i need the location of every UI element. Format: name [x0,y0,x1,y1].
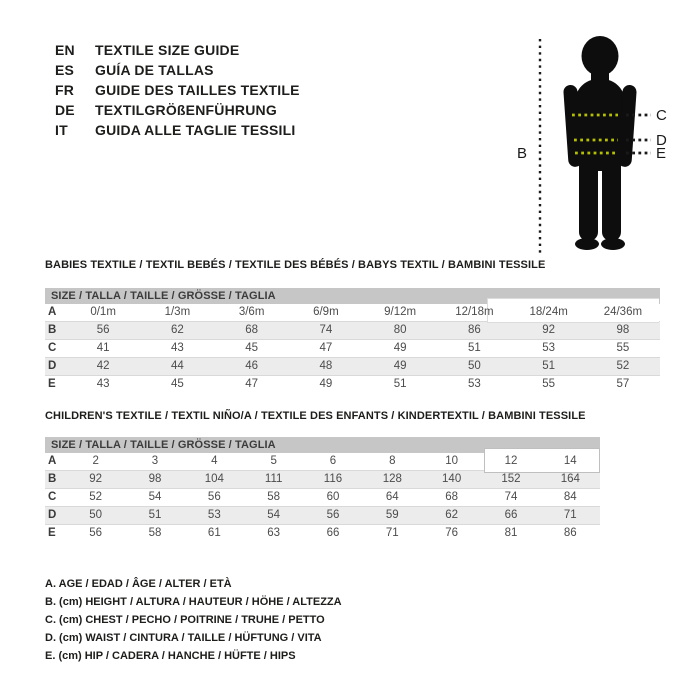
table-cell: 24/36m [603,306,643,318]
table-cell: 74 [504,491,518,503]
height-label: B [517,145,528,162]
row-label: B [48,324,57,336]
table-cell: 116 [323,473,343,485]
table-cell: 62 [170,324,184,336]
table-cell: 54 [148,491,162,503]
row-label: C [48,342,57,354]
row-label: A [48,455,57,467]
language-label: GUÍA DE TALLAS [95,62,214,78]
table-cell: 54 [267,509,281,521]
table-cell: 49 [319,378,333,390]
table-cell: 64 [385,491,399,503]
table-cell: 8 [389,455,396,467]
table-cell: 86 [467,324,481,336]
table-cell: 52 [89,491,103,503]
babies-table-rows [45,304,660,394]
table-cell: 63 [267,527,281,539]
table-cell: 56 [96,324,110,336]
table-cell: 42 [96,360,110,372]
table-cell: 68 [245,324,259,336]
table-cell: 51 [542,360,556,372]
language-row-es [55,60,300,80]
table-row-A [45,304,660,322]
language-label: GUIDE DES TAILLES TEXTILE [95,82,300,98]
children-size-table [45,437,600,543]
waist-label: D [656,132,667,149]
table-cell: 4 [211,455,218,467]
table-cell: 53 [467,378,481,390]
row-label: E [48,378,56,390]
row-label: C [48,491,57,503]
table-row-E [45,376,660,394]
table-cell: 14 [563,455,577,467]
table-cell: 18/24m [529,306,568,318]
table-cell: 55 [542,378,556,390]
table-cell: 57 [616,378,630,390]
table-cell: 98 [616,324,630,336]
babies-size-table [45,288,660,394]
table-cell: 59 [385,509,399,521]
table-cell: 164 [560,473,580,485]
table-cell: 111 [264,473,283,485]
table-cell: 58 [267,491,281,503]
silhouette-body [563,36,637,250]
table-cell: 68 [445,491,459,503]
table-cell: 46 [245,360,259,372]
table-cell: 9/12m [384,306,417,318]
table-cell: 5 [270,455,277,467]
table-cell: 62 [445,509,459,521]
language-row-de [55,100,300,120]
table-cell: 12/18m [455,306,494,318]
language-row-it [55,120,300,140]
table-cell: 61 [207,527,221,539]
table-cell: 56 [89,527,103,539]
table-cell: 55 [616,342,630,354]
table-cell: 1/3m [164,306,191,318]
table-cell: 92 [542,324,556,336]
table-cell: 92 [89,473,103,485]
table-cell: 3/6m [238,306,265,318]
child-silhouette-icon [505,25,695,260]
table-cell: 128 [382,473,402,485]
language-list [55,40,300,140]
table-cell: 81 [504,527,518,539]
chest-label: C [656,107,667,124]
table-cell: 71 [563,509,577,521]
table-cell: 2 [92,455,99,467]
table-cell: 50 [89,509,103,521]
legend-height: B. (cm) HEIGHT / ALTURA / HAUTEUR / HÖHE / ALTEZZA [45,596,342,608]
table-cell: 56 [326,509,340,521]
table-cell: 98 [148,473,162,485]
table-row-D [45,358,660,376]
language-row-en [55,40,300,60]
legend-chest: C. (cm) CHEST / PECHO / POITRINE / TRUHE / PETTO [45,614,325,626]
language-label: GUIDA ALLE TAGLIE TESSILI [95,122,296,138]
table-cell: 12 [504,455,518,467]
table-cell: 43 [170,342,184,354]
table-row-A [45,453,600,471]
legend-waist: D. (cm) WAIST / CINTURA / TAILLE / HÜFTUNG / VITA [45,632,322,644]
table-cell: 58 [148,527,162,539]
child-silhouette-figure [505,25,695,260]
table-cell: 49 [393,342,407,354]
language-label: TEXTILGRÖßENFÜHRUNG [95,102,277,118]
legend-age: A. AGE / EDAD / ÂGE / ALTER / ETÀ [45,578,232,590]
table-cell: 152 [501,473,521,485]
children-table-rows [45,453,600,543]
language-code: DE [55,102,75,118]
table-cell: 51 [393,378,407,390]
legend-hip: E. (cm) HIP / CADERA / HANCHE / HÜFTE / HIPS [45,650,296,662]
table-cell: 10 [445,455,459,467]
table-cell: 43 [96,378,110,390]
language-label: TEXTILE SIZE GUIDE [95,42,240,58]
row-label: B [48,473,57,485]
babies-table-title: BABIES TEXTILE / TEXTIL BEBÉS / TEXTILE DES BÉBÉS / BABYS TEXTIL / BAMBINI TESSILE [45,259,546,271]
table-cell: 41 [96,342,110,354]
table-row-D [45,507,600,525]
table-cell: 3 [151,455,159,467]
table-row-E [45,525,600,543]
table-row-C [45,340,660,358]
table-cell: 53 [542,342,556,354]
table-row-B [45,471,600,489]
table-cell: 60 [326,491,340,503]
table-cell: 52 [616,360,630,372]
row-label: D [48,509,57,521]
language-code: EN [55,42,75,58]
table-row-C [45,489,600,507]
table-cell: 45 [245,342,259,354]
table-cell: 84 [563,491,577,503]
table-cell: 0/1m [90,306,116,318]
row-label: E [48,527,56,539]
table-cell: 104 [204,473,224,485]
table-cell: 51 [148,509,162,521]
row-label: A [48,306,57,318]
table-cell: 53 [207,509,221,521]
table-cell: 44 [170,360,184,372]
table-cell: 71 [385,527,399,539]
table-cell: 6/9m [313,306,339,318]
babies-table-header: SIZE / TALLA / TAILLE / GRÖSSE / TAGLIA [45,288,660,304]
table-cell: 48 [319,360,333,372]
hip-label: E [656,145,667,162]
language-code: ES [55,62,75,78]
table-cell: 47 [319,342,333,354]
table-cell: 51 [467,342,481,354]
row-label: D [48,360,57,372]
table-cell: 66 [504,509,518,521]
table-cell: 66 [326,527,340,539]
table-cell: 6 [329,455,337,467]
table-cell: 56 [207,491,221,503]
language-code: FR [55,82,75,98]
table-cell: 86 [563,527,577,539]
language-row-fr [55,80,300,100]
table-cell: 50 [467,360,481,372]
children-table-title: CHILDREN'S TEXTILE / TEXTIL NIÑO/A / TEXTILE DES ENFANTS / KINDERTEXTIL / BAMBINI TESSILE [45,410,586,422]
language-code: IT [55,122,68,138]
table-row-B [45,322,660,340]
measure-legend [45,575,342,665]
table-cell: 76 [445,527,459,539]
children-table-header: SIZE / TALLA / TAILLE / GRÖSSE / TAGLIA [45,437,600,453]
table-cell: 45 [170,378,184,390]
table-cell: 47 [245,378,259,390]
table-cell: 74 [319,324,333,336]
table-cell: 49 [393,360,407,372]
table-cell: 140 [442,473,462,485]
table-cell: 80 [393,324,407,336]
